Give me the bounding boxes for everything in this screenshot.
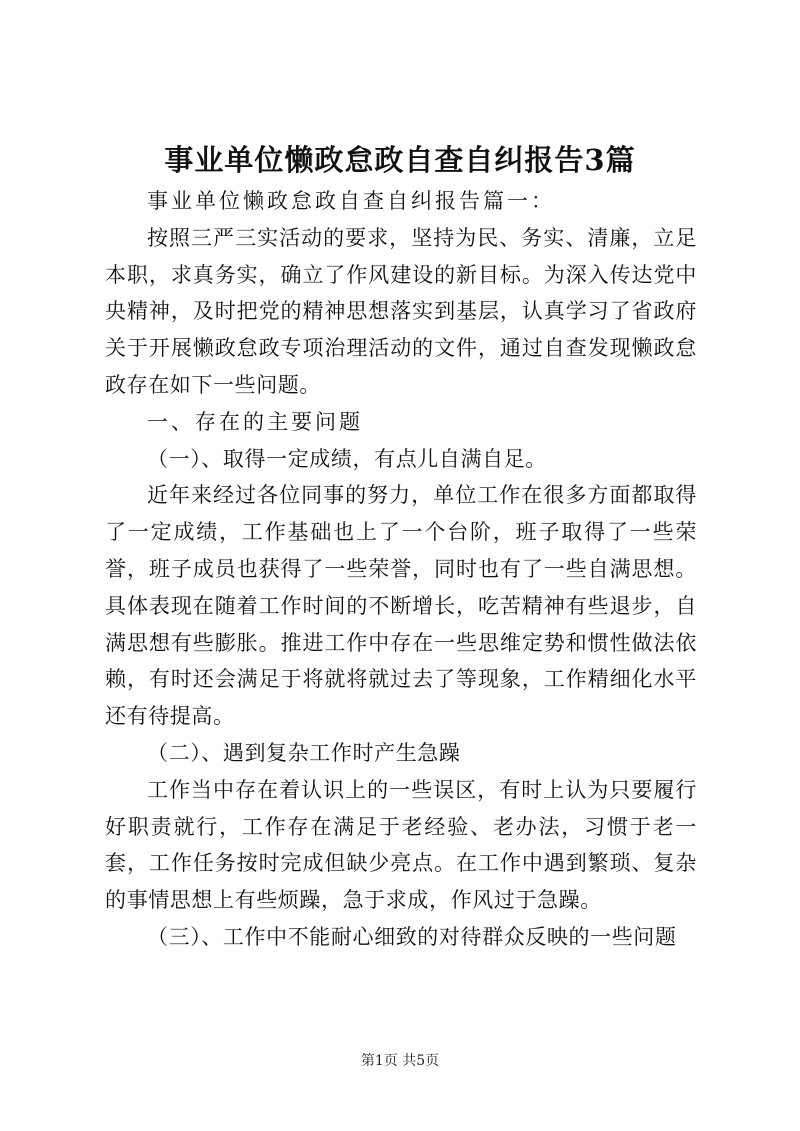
paragraph-intro: 按照三严三实活动的要求，坚持为民、务实、清廉，立足本职，求真务实，确立了作风建设的新目标。为深入传达党中央精神，及时把党的精神思想落实到基层，认真学习了省政府关于开展懒政怠政专项治理活动的文件，通过自查发现懒政怠政存在如下一些问题。 bbox=[105, 225, 697, 397]
paragraph-subheading-2: （二）、遇到复杂工作时产生急躁 bbox=[147, 740, 461, 765]
paragraph-main-problems-heading: 一、存在的主要问题 bbox=[147, 409, 363, 434]
paragraph-subheading-3: （三）、工作中不能耐心细致的对待群众反映的一些问题 bbox=[147, 924, 677, 949]
paragraph-body-1: 近年来经过各位同事的努力，单位工作在很多方面都取得了一定成绩，工作基础也上了一个台阶，班子取得了一些荣誉，班子成员也获得了一些荣誉，同时也有了一些自满思想。具体表现在随着工作时间的不断增长，吃苦精神有些退步，自满思想有些膨胀。推进工作中存在一些思维定势和惯性做法依赖，有时还会满足于将就将就过去了等现象，工作精细化水平还有待提高。 bbox=[105, 483, 697, 729]
paragraph-body-2: 工作当中存在着认识上的一些误区，有时上认为只要履行好职责就行，工作存在满足于老经验、老办法，习惯于老一套，工作任务按时完成但缺少亮点。在工作中遇到繁琐、复杂的事情思想上有些烦躁，急于求成，作风过于急躁。 bbox=[105, 777, 697, 913]
document-body bbox=[105, 183, 697, 956]
page-number-footer: 第1页 共5页 bbox=[360, 1053, 440, 1069]
document-title: 事业单位懒政怠政自查自纠报告3篇 bbox=[164, 143, 636, 177]
paragraph-section-heading: 事业单位懒政怠政自查自纠报告篇一： bbox=[147, 189, 555, 213]
paragraph-subheading-1: （一）、取得一定成绩，有点儿自满自足。 bbox=[147, 446, 547, 471]
